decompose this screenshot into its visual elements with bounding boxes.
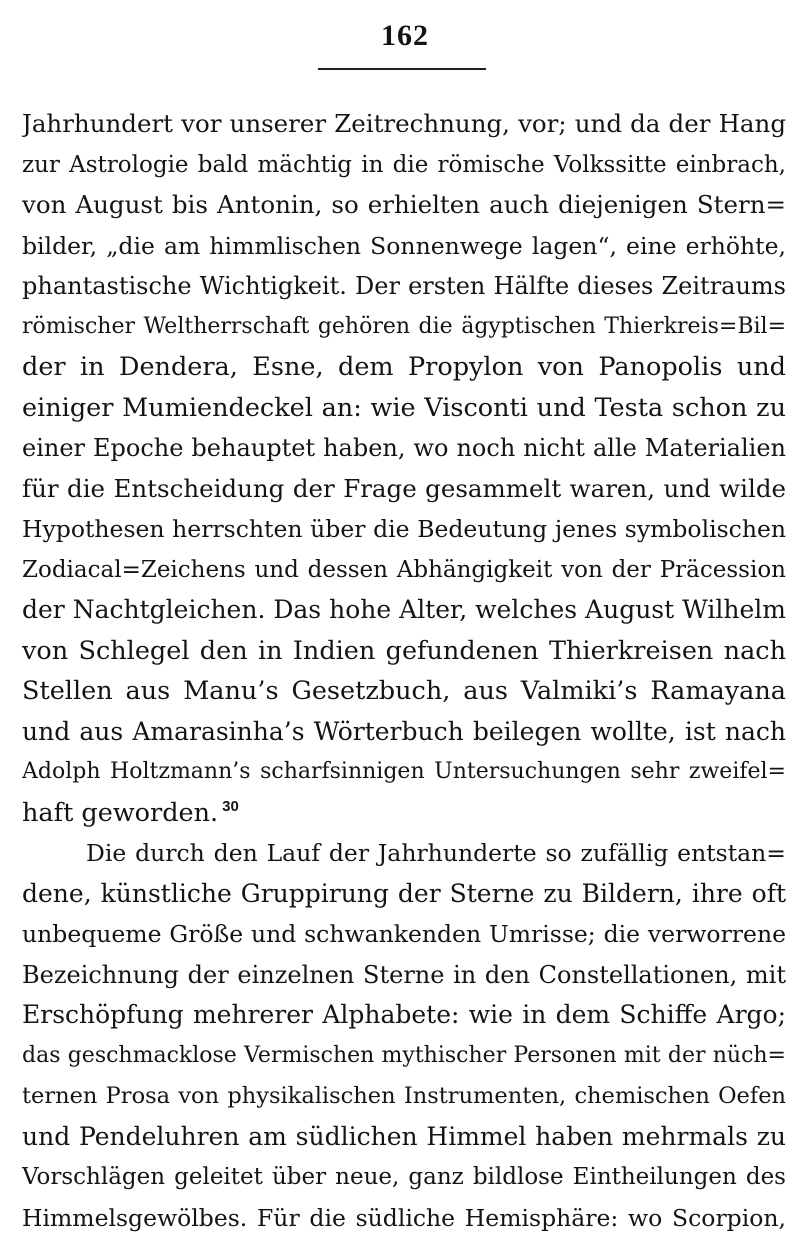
text-line: bilder, „die am himmlischen Sonnenwege lagen“, eine erhöhte,: [22, 226, 786, 267]
text-line: römischer Weltherrschaft gehören die ägyptischen Thierkreis=Bil=: [22, 307, 786, 348]
body-text: [22, 104, 786, 1238]
text-line: Stellen aus Manu’s Gesetzbuch, aus Valmiki’s Ramayana: [22, 671, 786, 712]
page-number: 162: [0, 18, 810, 54]
text-line: dene, künstliche Gruppirung der Sterne zu Bildern, ihre oft: [22, 874, 786, 915]
text-line: und aus Amarasinha’s Wörterbuch beilegen wollte, ist nach: [22, 712, 786, 753]
text-line: Jahrhundert vor unserer Zeitrechnung, vor; und da der Hang: [22, 104, 786, 145]
text-line: phantastische Wichtigkeit. Der ersten Hälfte dieses Zeitraums: [22, 266, 786, 307]
text-line: Hypothesen herrschten über die Bedeutung jenes symbolischen: [22, 509, 786, 550]
text-line: für die Entscheidung der Frage gesammelt waren, und wilde: [22, 469, 786, 510]
text-line: das geschmacklose Vermischen mythischer Personen mit der nüch=: [22, 1036, 786, 1077]
text-line: und Pendeluhren am südlichen Himmel haben mehrmals zu: [22, 1117, 786, 1158]
text-line: einer Epoche behauptet haben, wo noch nicht alle Materialien: [22, 428, 786, 469]
text-line: von August bis Antonin, so erhielten auch diejenigen Stern=: [22, 185, 786, 226]
text-line: Vorschlägen geleitet über neue, ganz bildlose Eintheilungen des: [22, 1157, 786, 1198]
text-line: unbequeme Größe und schwankenden Umrisse; die verworrene: [22, 914, 786, 955]
text-line: Erschöpfung mehrerer Alphabete: wie in dem Schiffe Argo;: [22, 995, 786, 1036]
paragraph-2: [22, 833, 786, 1238]
text-line: Die durch den Lauf der Jahrhunderte so zufällig entstan=: [22, 833, 786, 874]
text-line: der Nachtgleichen. Das hohe Alter, welches August Wilhelm: [22, 590, 786, 631]
text-line: Zodiacal=Zeichens und dessen Abhängigkeit von der Präcession: [22, 550, 786, 591]
header-rule: [318, 68, 486, 70]
footnote-marker[interactable]: 30: [222, 798, 239, 815]
text-line: ternen Prosa von physikalischen Instrumenten, chemischen Oefen: [22, 1076, 786, 1117]
text-line: Himmelsgewölbes. Für die südliche Hemisphäre: wo Scorpion,: [22, 1198, 786, 1238]
text-line: haft geworden.: [22, 798, 218, 828]
text-line: Adolph Holtzmann’s scharfsinnigen Untersuchungen sehr zweifel=: [22, 752, 786, 793]
text-line-last: [22, 793, 786, 834]
paragraph-1: [22, 104, 786, 833]
text-line: von Schlegel den in Indien gefundenen Thierkreisen nach: [22, 631, 786, 672]
text-line: Bezeichnung der einzelnen Sterne in den Constellationen, mit: [22, 955, 786, 996]
text-line: zur Astrologie bald mächtig in die römische Volkssitte einbrach,: [22, 145, 786, 186]
text-line: der in Dendera, Esne, dem Propylon von Panopolis und: [22, 347, 786, 388]
text-line: einiger Mumiendeckel an: wie Visconti und Testa schon zu: [22, 388, 786, 429]
